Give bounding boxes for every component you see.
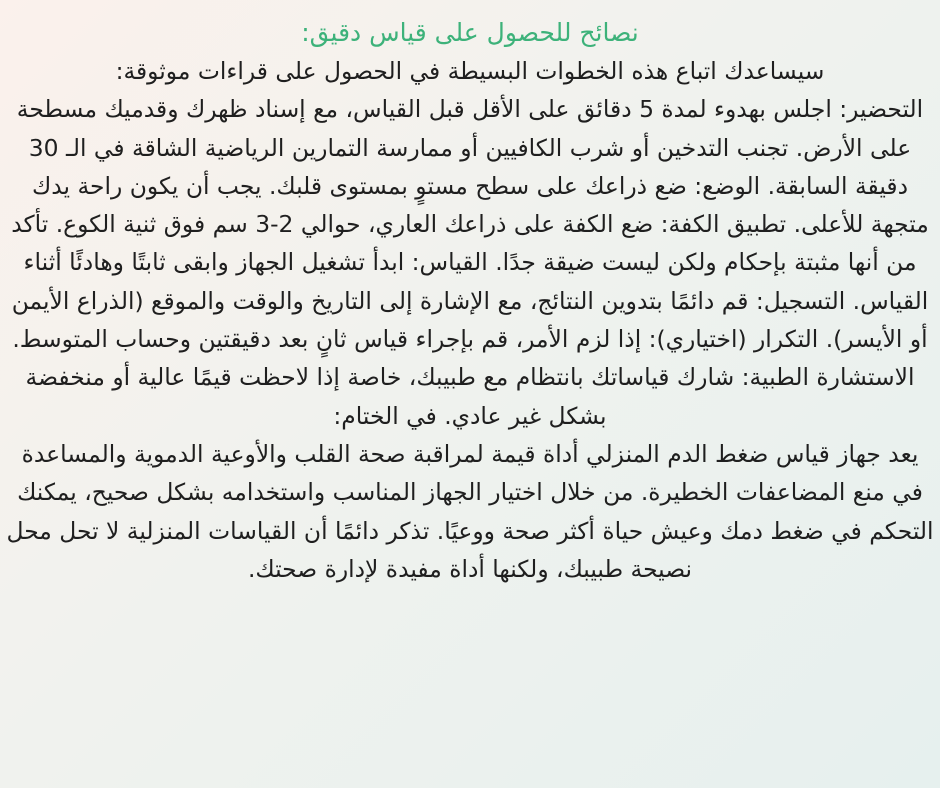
conclusion-paragraph: يعد جهاز قياس ضغط الدم المنزلي أداة قيمة لمراقبة صحة القلب والأوعية الدموية والمساعدة في منع المضاعفات الخطيرة. من خلال اختيار الجهاز المناسب واستخدامه بشكل صحيح، يمكنك التحكم في ضغط دمك وعيش حياة أكثر صحة ووعيًا. تذكر دائمًا أن القياسات المنزلية لا تحل محل نصيحة طبيبك، ولكنها أداة مفيدة لإدارة صحتك. <box>6 439 934 583</box>
section-heading: نصائح للحصول على قياس دقيق: <box>301 18 639 47</box>
steps-paragraph: التحضير: اجلس بهدوء لمدة 5 دقائق على الأقل قبل القياس، مع إسناد ظهرك وقدميك مسطحة على الأرض. تجنب التدخين أو شرب الكافيين أو ممارسة التمارين الرياضية الشاقة في الـ 30 دقيقة السابقة. الوضع: ضع ذراعك على سطح مستوٍ بمستوى قلبك. يجب أن يكون راحة يدك متجهة للأعلى. تطبيق الكفة: ضع الكفة على ذراعك العاري، حوالي 2-3 سم فوق ثنية الكوع. تأكد من أنها مثبتة بإحكام ولكن ليست ضيقة جدًا. القياس: ابدأ تشغيل الجهاز وابقى ثابتًا وهادئًا أثناء القياس. التسجيل: قم دائمًا بتدوين النتائج، مع الإشارة إلى التاريخ والوقت والموقع (الذراع الأيمن أو الأيسر). التكرار (اختياري): إذا لزم الأمر، قم بإجراء قياس ثانٍ بعد دقيقتين وحساب المتوسط. الاستشارة الطبية: شارك قياساتك بانتظام مع طبيبك، خاصة إذا لاحظت قيمًا عالية أو منخفضة بشكل غير عادي. في الختام: <box>11 95 929 430</box>
intro-paragraph: سيساعدك اتباع هذه الخطوات البسيطة في الحصول على قراءات موثوقة: <box>115 57 825 85</box>
